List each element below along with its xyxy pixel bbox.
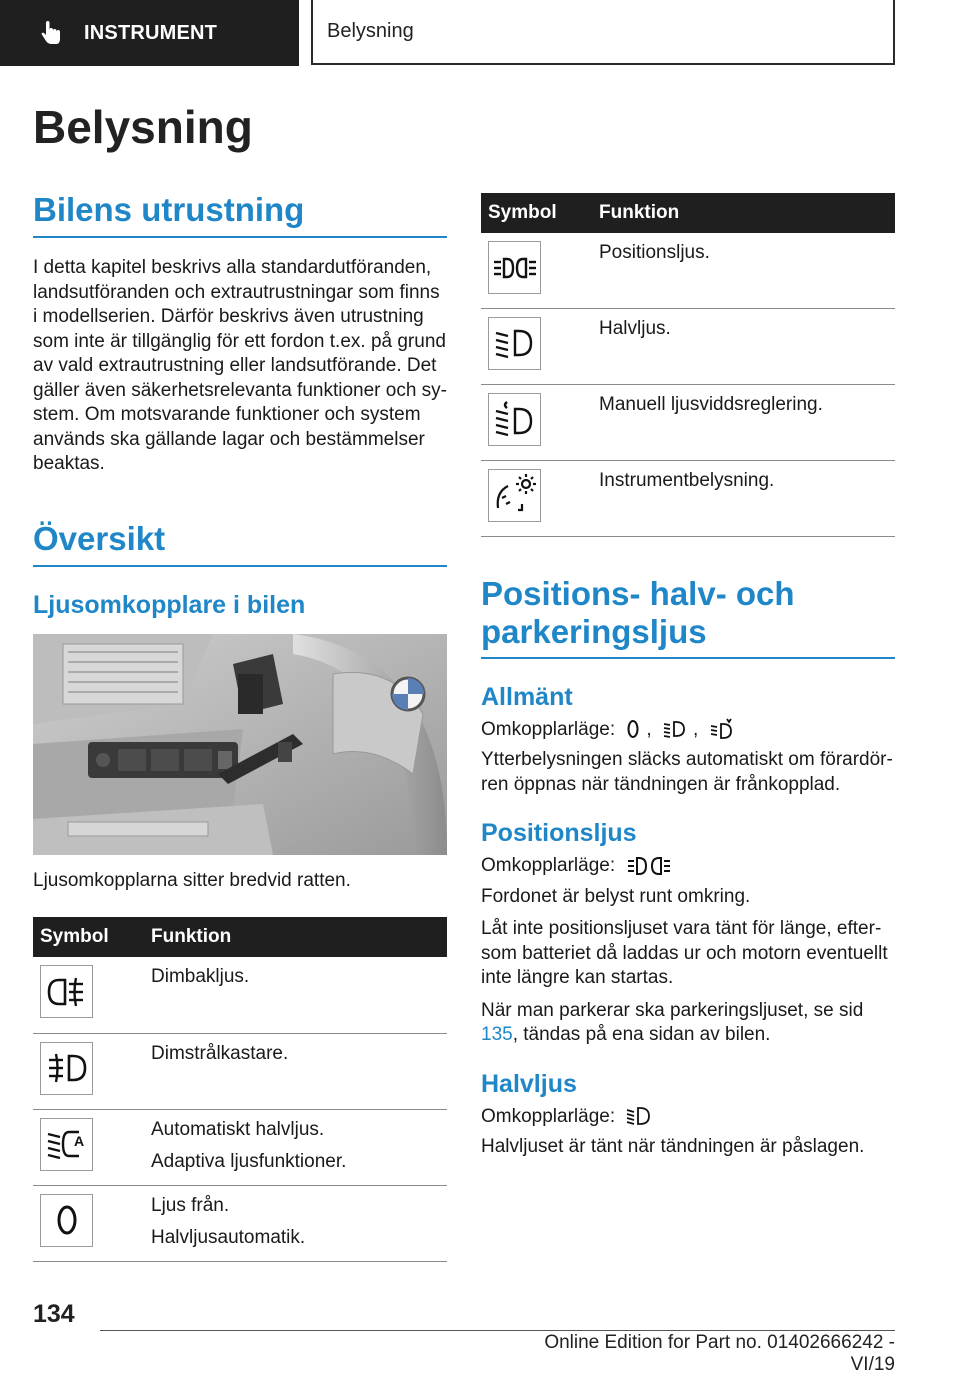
heading-halvljus: Halvljus	[481, 1069, 577, 1098]
page-title: Belysning	[33, 101, 253, 153]
table-row	[33, 1185, 447, 1261]
parking-light-icon	[663, 718, 687, 740]
symbol-table-left	[33, 917, 447, 1262]
positionsljus-switch-line	[481, 854, 895, 879]
heading-bilens-utrustning: Bilens utrustning	[33, 190, 447, 238]
heading-positionsljus: Positionsljus	[481, 819, 637, 847]
table-row	[481, 460, 895, 536]
rear-fog-light-icon	[45, 972, 89, 1012]
function-text: Manuell ljusviddsreglering.	[599, 393, 823, 415]
switch-prefix: Omkopplarläge:	[481, 718, 616, 740]
page-link-135[interactable]: 135	[481, 1024, 513, 1045]
tab-belysning-label: Belysning	[327, 20, 414, 42]
function-text: Halvljus.	[599, 317, 671, 339]
tab-instrument-label: INSTRUMENT	[84, 21, 218, 44]
lights-off-icon	[626, 718, 640, 740]
col-header-funktion: Funktion	[151, 917, 447, 957]
right-column	[481, 193, 895, 1160]
function-text: Automatiskt halvljus.	[151, 1118, 325, 1140]
low-beam-icon	[626, 1105, 652, 1127]
function-text: Halvljusautomatik.	[151, 1227, 306, 1248]
parking-light-icon	[626, 855, 672, 877]
heading-positions: Positions- halv- och parkeringsljus	[481, 575, 895, 659]
low-beam-icon	[710, 718, 734, 740]
pointing-hand-icon	[38, 20, 64, 46]
page-number: 134	[33, 1300, 75, 1328]
heading-allmant: Allmänt	[481, 682, 573, 711]
lights-off-icon	[45, 1200, 89, 1240]
positionsljus-text-1: Fordonet är belyst runt omkring.	[481, 885, 751, 907]
col-header-symbol: Symbol	[33, 917, 151, 957]
halvljus-text: Halvljuset är tänt när tändningen är påslagen.	[481, 1136, 865, 1157]
function-text: Instrumentbelysning.	[599, 469, 775, 491]
headlight-range-icon	[493, 399, 537, 439]
left-column	[33, 190, 447, 1262]
col-header-symbol: Symbol	[481, 193, 599, 233]
function-text: Positionsljus.	[599, 242, 710, 263]
tab-belysning[interactable]	[311, 0, 895, 65]
bilens-body-text: I detta kapitel beskrivs alla standardutföranden, landsutföranden och extrautrustningar som finns i modellserien. Därför beskrivs även utrustning som inte är tillgänglig för ett fordon t.ex. på grund av vald extrautrustning eller landsutförande. Det gäller även säkerhetsrelevanta funktioner och sy-stem. Om motsvarande funktioner och system används ska gällande lagar och bestämmelser beaktas.	[33, 257, 448, 474]
heading-oversikt: Översikt	[33, 519, 447, 567]
table-row	[481, 308, 895, 384]
photo-caption: Ljusomkopplarna sitter bredvid ratten.	[33, 869, 351, 891]
auto-low-beam-icon	[45, 1124, 89, 1164]
col-header-funktion: Funktion	[599, 193, 895, 233]
heading-ljusomkopplare: Ljusomkopplare i bilen	[33, 590, 306, 619]
instrument-lighting-icon	[492, 472, 538, 518]
function-text: Dimbakljus.	[151, 966, 250, 987]
positionsljus-text-2: Låt inte positionsljuset vara tänt för länge, efter-som batteriet då laddas ur och motorn eventuellt inte längre kan startas.	[481, 918, 888, 988]
table-row	[481, 384, 895, 460]
function-text: Ljus från.	[151, 1194, 230, 1216]
positionsljus-text-3: När man parkerar ska parkeringsljuset, se sid 135, tändas på ena sidan av bilen.	[481, 999, 864, 1045]
table-row	[33, 1109, 447, 1185]
table-row	[33, 957, 447, 1033]
low-beam-icon	[493, 323, 537, 363]
table-row	[481, 233, 895, 308]
halvljus-switch-line	[481, 1105, 895, 1130]
allmant-switch-line: Omkopplarläge: , ,	[481, 718, 895, 743]
tab-instrument[interactable]	[0, 0, 299, 66]
function-text: Adaptiva ljusfunktioner.	[151, 1151, 347, 1172]
dashboard-photo	[33, 634, 447, 855]
switch-prefix: Omkopplarläge:	[481, 855, 616, 876]
symbol-table-right	[481, 193, 895, 537]
function-text: Dimstrålkastare.	[151, 1042, 289, 1064]
footer-edition: Online Edition for Part no. 01402666242 - VI/19	[544, 1332, 895, 1375]
svg-text:A: A	[73, 1133, 84, 1149]
switch-prefix: Omkopplarläge:	[481, 1105, 616, 1127]
header-tabs	[0, 0, 960, 66]
allmant-text: Ytterbelysningen släcks automatiskt om förardör-ren öppnas när tändningen är frånkopplad.	[481, 749, 893, 795]
front-fog-light-icon	[45, 1048, 89, 1088]
footer-divider	[100, 1330, 895, 1331]
table-row	[33, 1033, 447, 1109]
parking-light-icon	[492, 248, 538, 288]
